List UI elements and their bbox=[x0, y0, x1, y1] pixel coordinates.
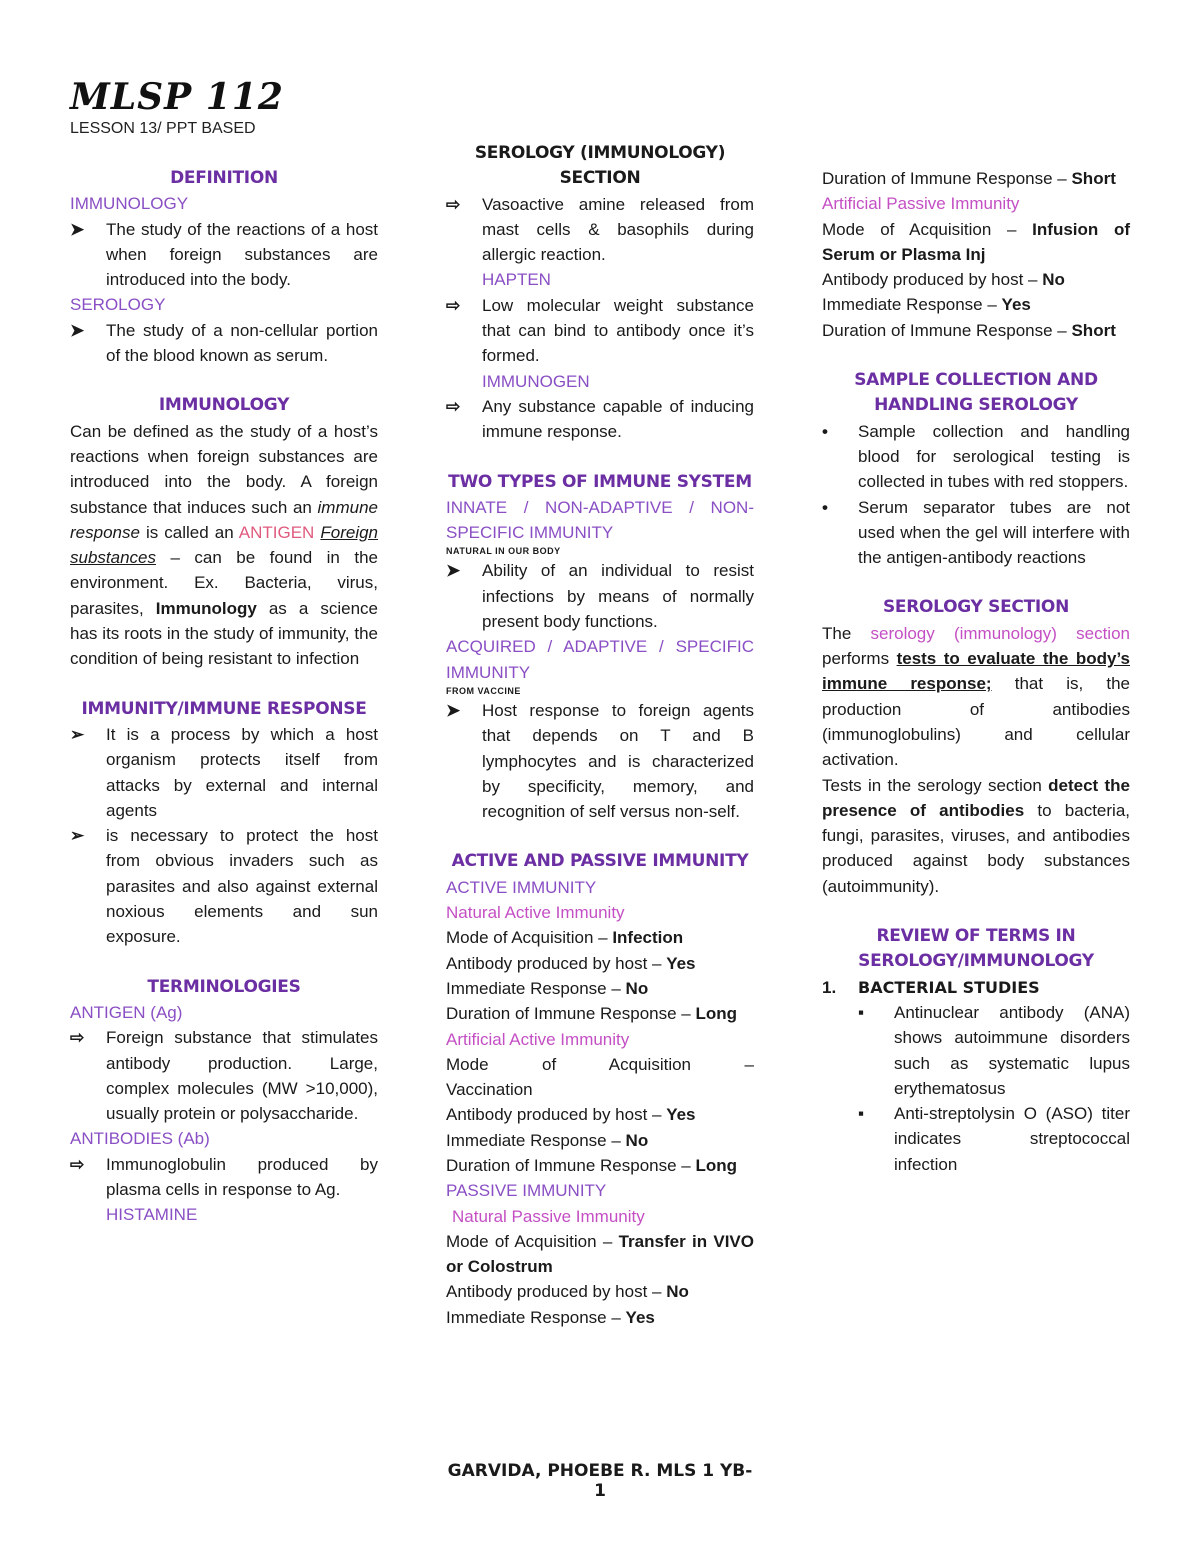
artificial-passive-duration: Duration of Immune Response – Short bbox=[822, 320, 1116, 340]
square-bullet-icon: ▪ bbox=[858, 1002, 865, 1022]
column-3 bbox=[822, 166, 1130, 1177]
innate-note: NATURAL IN OUR BODY bbox=[446, 546, 561, 557]
artificial-passive-mode: Mode of Acquisition – Infusion of Serum or Plasma Inj bbox=[822, 219, 1130, 264]
numbered-heading: 1. BACTERIAL STUDIES bbox=[822, 977, 1040, 997]
arrow-bullet-icon: ⇨ bbox=[446, 396, 461, 416]
serology-section-paragraph: The serology (immunology) section performs tests to evaluate the body’s immune response; that is, the production of antibodies (immunoglobulins) and cellular activation. bbox=[822, 623, 1130, 770]
serology-section-paragraph-2: Tests in the serology section detect the presence of antibodies to bacteria, fungi, parasites, viruses, and antibodies produced against body substances (autoimmunity). bbox=[822, 775, 1131, 896]
natural-active-immediate: Immediate Response – No bbox=[446, 978, 649, 998]
natural-active-antibody: Antibody produced by host – Yes bbox=[446, 953, 696, 973]
column-2 bbox=[446, 141, 754, 1330]
artificial-active-immediate: Immediate Response – No bbox=[446, 1130, 649, 1150]
immunogen-label: IMMUNOGEN bbox=[482, 371, 590, 391]
definition-heading: DEFINITION bbox=[170, 168, 278, 188]
immunology-label: IMMUNOLOGY bbox=[70, 194, 189, 214]
hapten-label: HAPTEN bbox=[482, 270, 551, 290]
document-title: MLSP 112 bbox=[70, 76, 284, 118]
active-immunity-label: ACTIVE IMMUNITY bbox=[446, 877, 597, 897]
natural-active-duration: Duration of Immune Response – Long bbox=[446, 1004, 738, 1024]
passive-immunity-label: PASSIVE IMMUNITY bbox=[446, 1181, 607, 1201]
serology-section-heading-2: SEROLOGY SECTION bbox=[882, 597, 1070, 618]
author-footer: GARVIDA, PHOEBE R. MLS 1 YB-1 bbox=[447, 1461, 753, 1501]
arrowhead-bullet-icon: ➤ bbox=[446, 700, 461, 720]
list-item: ➤ The study of a non-cellular portion of the blood known as serum. bbox=[70, 318, 378, 369]
arrowhead-bullet-icon: ➤ bbox=[70, 219, 85, 239]
arrow-bullet-icon: ⇨ bbox=[70, 1028, 85, 1048]
antigen-label: ANTIGEN (Ag) bbox=[70, 1002, 183, 1022]
list-item: ➤ Host response to foreign agents that depends on T and B lymphocytes and is characterized by specificity, memory, and recognition of self versus non-self. bbox=[446, 698, 754, 824]
artificial-passive-antibody: Antibody produced by host – No bbox=[822, 270, 1065, 290]
list-item: ⇨ Any substance capable of inducing immune response. bbox=[446, 394, 754, 445]
arrow-bullet-icon: ⇨ bbox=[446, 295, 461, 315]
artificial-passive-label: Artificial Passive Immunity bbox=[822, 194, 1020, 214]
list-item: • Sample collection and handling blood for serological testing is collected in tubes with red stoppers. bbox=[822, 419, 1130, 495]
serology-label: SEROLOGY bbox=[70, 295, 166, 315]
list-item: ➢ is necessary to protect the host from obvious invaders such as parasites and also against external noxious elements and sun exposure. bbox=[70, 823, 378, 949]
artificial-active-mode: Mode of Acquisition – Vaccination bbox=[446, 1054, 754, 1100]
list-item: • Serum separator tubes are not used when the gel will interfere with the antigen-antibody reactions bbox=[822, 495, 1130, 571]
artificial-passive-immediate: Immediate Response – Yes bbox=[822, 295, 1031, 315]
bullet-dot-icon: • bbox=[822, 497, 828, 517]
arrowhead-bullet-icon: ➢ bbox=[70, 826, 85, 846]
bullet-dot-icon: • bbox=[822, 421, 828, 441]
list-item: ⇨ Foreign substance that stimulates antibody production. Large, complex molecules (MW >10,000), usually protein or polysaccharide. bbox=[70, 1025, 378, 1126]
list-item: ➤ Ability of an individual to resist infections by means of normally present body functions. bbox=[446, 558, 754, 634]
serology-section-heading: SEROLOGY (IMMUNOLOGY) SECTION bbox=[474, 143, 726, 189]
histamine-label: HISTAMINE bbox=[106, 1205, 198, 1225]
artificial-active-duration: Duration of Immune Response – Long bbox=[446, 1155, 738, 1175]
list-item: ⇨ Immunoglobulin produced by plasma cells in response to Ag. bbox=[70, 1152, 378, 1203]
review-heading: REVIEW OF TERMS IN SEROLOGY/IMMUNOLOGY bbox=[858, 926, 1094, 972]
list-item: ▪ Antinuclear antibody (ANA) shows autoimmune disorders such as systematic lupus erythematosus bbox=[822, 1000, 1130, 1101]
two-types-heading: TWO TYPES OF IMMUNE SYSTEM bbox=[448, 471, 752, 492]
terminologies-heading: TERMINOLOGIES bbox=[147, 976, 301, 997]
natural-passive-mode: Mode of Acquisition – Transfer in VIVO or Colostrum bbox=[446, 1231, 754, 1277]
natural-passive-immediate: Immediate Response – Yes bbox=[446, 1307, 655, 1327]
list-item: ▪ Anti-streptolysin O (ASO) titer indicates streptococcal infection bbox=[822, 1101, 1130, 1177]
acquired-label: ACQUIRED / ADAPTIVE / SPECIFIC IMMUNITY bbox=[446, 637, 754, 682]
arrowhead-bullet-icon: ➤ bbox=[446, 561, 461, 581]
arrowhead-bullet-icon: ➢ bbox=[70, 724, 85, 744]
active-passive-heading: ACTIVE AND PASSIVE IMMUNITY bbox=[451, 851, 749, 872]
natural-passive-label: Natural Passive Immunity bbox=[452, 1206, 645, 1226]
natural-passive-duration: Duration of Immune Response – Short bbox=[822, 169, 1116, 188]
acquired-note: FROM VACCINE bbox=[446, 685, 521, 696]
natural-active-mode: Mode of Acquisition – Infection bbox=[446, 928, 684, 948]
immunology-paragraph: Can be defined as the study of a host’s reactions when foreign substances are introduced into the body. A foreign substance that induces such an immune response is called an ANTIGEN Foreign substances – can be found in the environment. Ex. Bacteria, virus, parasites, Immunology as a science has its roots in the study of immunity, the condition of being resistant to infection bbox=[70, 421, 378, 669]
document-subtitle: LESSON 13/ PPT BASED bbox=[70, 120, 256, 137]
arrow-bullet-icon: ⇨ bbox=[446, 194, 461, 214]
natural-active-label: Natural Active Immunity bbox=[446, 903, 625, 923]
antigen-word: ANTIGEN bbox=[238, 522, 315, 542]
artificial-active-label: Artificial Active Immunity bbox=[446, 1029, 630, 1049]
immunity-heading: IMMUNITY/IMMUNE RESPONSE bbox=[81, 698, 367, 719]
natural-passive-antibody: Antibody produced by host – No bbox=[446, 1282, 689, 1302]
arrowhead-bullet-icon: ➤ bbox=[70, 320, 85, 340]
list-item: ➢ It is a process by which a host organism protects itself from attacks by external and internal agents bbox=[70, 722, 378, 823]
column-1 bbox=[70, 166, 378, 1228]
list-item: ⇨ Vasoactive amine released from mast cells & basophils during allergic reaction. bbox=[446, 192, 754, 268]
innate-label: INNATE / NON-ADAPTIVE / NON-SPECIFIC IMMUNITY bbox=[446, 497, 754, 543]
arrow-bullet-icon: ⇨ bbox=[70, 1154, 85, 1174]
list-item: ➤ The study of the reactions of a host when foreign substances are introduced into the body. bbox=[70, 217, 378, 293]
list-item: ⇨ Low molecular weight substance that can bind to antibody once it’s formed. bbox=[446, 293, 754, 369]
immunology-heading: IMMUNOLOGY bbox=[158, 395, 290, 416]
square-bullet-icon: ▪ bbox=[858, 1104, 865, 1124]
sample-collection-heading: SAMPLE COLLECTION AND HANDLING SEROLOGY bbox=[854, 370, 1098, 416]
artificial-active-antibody: Antibody produced by host – Yes bbox=[446, 1105, 696, 1125]
antibodies-label: ANTIBODIES (Ab) bbox=[70, 1129, 210, 1149]
